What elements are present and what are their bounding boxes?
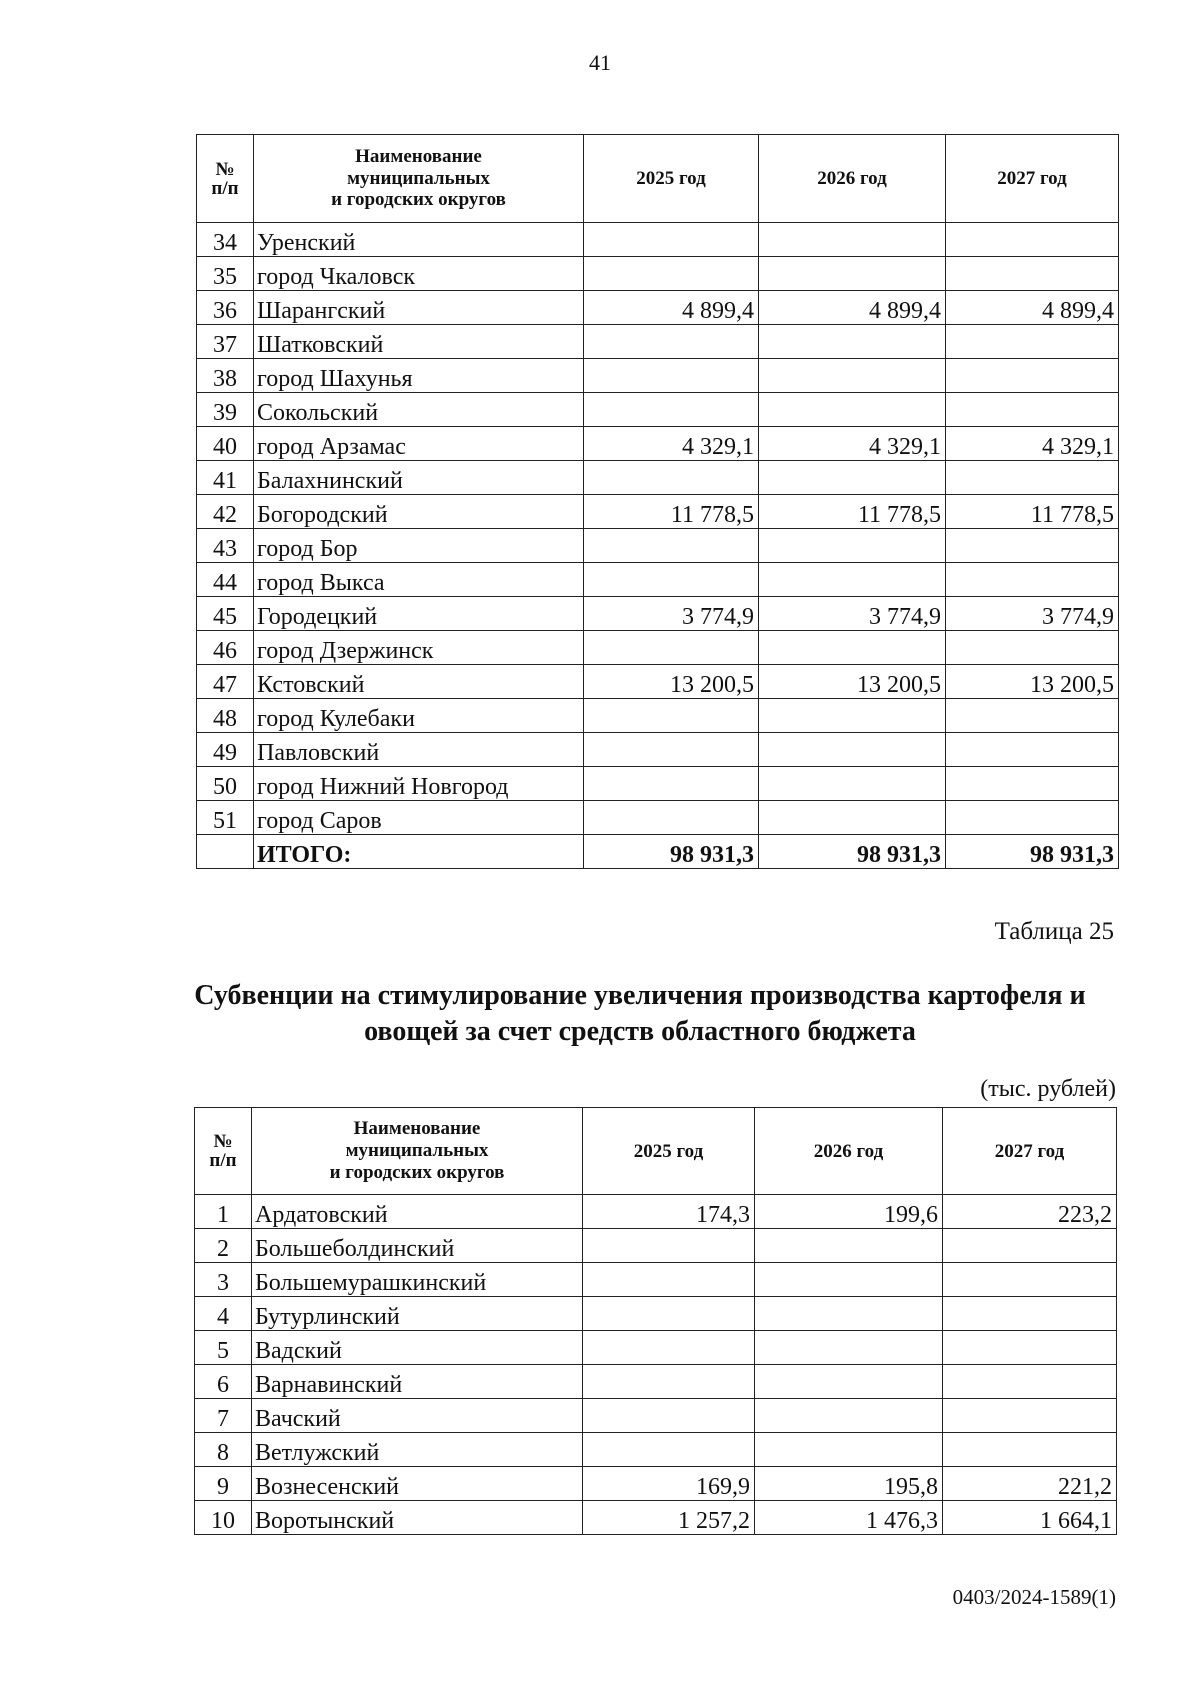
value-2025: [584, 223, 759, 257]
district-name: город Саров: [254, 801, 584, 835]
value-2027: [943, 1365, 1117, 1399]
value-2025: 174,3: [583, 1195, 755, 1229]
column-header-2027: 2027 год: [946, 135, 1119, 223]
district-name: город Дзержинск: [254, 631, 584, 665]
column-header-number: № п/п: [195, 1108, 252, 1195]
district-name: Богородский: [254, 495, 584, 529]
value-2025: [584, 767, 759, 801]
value-2026: [759, 257, 946, 291]
table-header-row: [195, 1108, 1117, 1195]
table-row: [197, 665, 1119, 699]
total-row: [197, 835, 1119, 869]
district-name: Бутурлинский: [252, 1297, 583, 1331]
value-2025: 4 329,1: [584, 427, 759, 461]
row-number: 41: [197, 461, 254, 495]
row-number: 49: [197, 733, 254, 767]
value-2027: 4 899,4: [946, 291, 1119, 325]
value-2026: [755, 1399, 943, 1433]
district-name: Вачский: [252, 1399, 583, 1433]
value-2026: [759, 563, 946, 597]
row-number: 43: [197, 529, 254, 563]
value-2025: [583, 1297, 755, 1331]
table-row: [197, 733, 1119, 767]
value-2026: [755, 1331, 943, 1365]
table-row: [195, 1365, 1117, 1399]
value-2027: [946, 257, 1119, 291]
value-2025: [584, 461, 759, 495]
district-name: Шарангский: [254, 291, 584, 325]
row-number: 35: [197, 257, 254, 291]
document-code: 0403/2024-1589(1): [952, 1585, 1116, 1609]
value-2025: [583, 1331, 755, 1365]
value-2025: 13 200,5: [584, 665, 759, 699]
row-number: 40: [197, 427, 254, 461]
row-number: 2: [195, 1229, 252, 1263]
value-2027: 1 664,1: [943, 1501, 1117, 1535]
value-2026: [759, 393, 946, 427]
total-number-cell: [197, 835, 254, 869]
district-name: Воротынский: [252, 1501, 583, 1535]
value-2026: 11 778,5: [759, 495, 946, 529]
district-name: город Нижний Новгород: [254, 767, 584, 801]
value-2027: [946, 767, 1119, 801]
district-name: город Кулебаки: [254, 699, 584, 733]
table-row: [197, 393, 1119, 427]
value-2027: [943, 1229, 1117, 1263]
value-2027: [946, 529, 1119, 563]
value-2026: [759, 529, 946, 563]
column-header-2025: 2025 год: [584, 135, 759, 223]
value-2025: 169,9: [583, 1467, 755, 1501]
total-2026: 98 931,3: [759, 835, 946, 869]
value-2025: [584, 801, 759, 835]
district-name: Вадский: [252, 1331, 583, 1365]
value-2027: 221,2: [943, 1467, 1117, 1501]
table-row: [195, 1399, 1117, 1433]
row-number: 6: [195, 1365, 252, 1399]
district-name: Шатковский: [254, 325, 584, 359]
column-header-name: Наименование муниципальных и городских округов: [254, 135, 584, 223]
row-number: 37: [197, 325, 254, 359]
total-2025: 98 931,3: [584, 835, 759, 869]
row-number: 44: [197, 563, 254, 597]
value-2027: [943, 1331, 1117, 1365]
row-number: 8: [195, 1433, 252, 1467]
value-2026: [755, 1297, 943, 1331]
value-2027: [943, 1263, 1117, 1297]
value-2026: [759, 325, 946, 359]
value-2025: [584, 631, 759, 665]
district-name: Сокольский: [254, 393, 584, 427]
value-2027: [943, 1297, 1117, 1331]
subvention-table: [194, 1107, 1117, 1535]
value-2026: 1 476,3: [755, 1501, 943, 1535]
value-2026: [755, 1365, 943, 1399]
table-row: [197, 767, 1119, 801]
table-row: [195, 1263, 1117, 1297]
table-row: [195, 1433, 1117, 1467]
row-number: 4: [195, 1297, 252, 1331]
table-header-row: [197, 135, 1119, 223]
value-2027: [946, 223, 1119, 257]
value-2026: [759, 801, 946, 835]
value-2025: [584, 699, 759, 733]
row-number: 5: [195, 1331, 252, 1365]
table-row: [195, 1229, 1117, 1263]
value-2026: [759, 733, 946, 767]
row-number: 48: [197, 699, 254, 733]
value-2026: [759, 631, 946, 665]
value-2025: 11 778,5: [584, 495, 759, 529]
value-2026: [755, 1433, 943, 1467]
district-name: Павловский: [254, 733, 584, 767]
value-2027: [946, 733, 1119, 767]
allocation-table-continued: [196, 134, 1119, 869]
table-body: [195, 1195, 1117, 1535]
table-row: [197, 529, 1119, 563]
table-title: Субвенции на стимулирование увеличения производства картофеля и овощей за счет средств областного бюджета: [194, 980, 1086, 1048]
row-number: 46: [197, 631, 254, 665]
district-name: Большеболдинский: [252, 1229, 583, 1263]
row-number: 9: [195, 1467, 252, 1501]
value-2026: [755, 1229, 943, 1263]
value-2027: 3 774,9: [946, 597, 1119, 631]
page-number: 41: [589, 50, 611, 75]
table-row: [197, 257, 1119, 291]
value-2026: [755, 1263, 943, 1297]
value-2026: [759, 223, 946, 257]
district-name: город Чкаловск: [254, 257, 584, 291]
table-row: [197, 291, 1119, 325]
row-number: 34: [197, 223, 254, 257]
value-2025: [584, 563, 759, 597]
table-row: [197, 699, 1119, 733]
value-2027: 223,2: [943, 1195, 1117, 1229]
row-number: 51: [197, 801, 254, 835]
units-note: (тыс. рублей): [980, 1076, 1116, 1102]
value-2026: [759, 359, 946, 393]
row-number: 36: [197, 291, 254, 325]
table-label: Таблица 25: [994, 918, 1114, 945]
value-2027: [943, 1433, 1117, 1467]
value-2027: [946, 801, 1119, 835]
value-2026: [759, 461, 946, 495]
value-2027: 13 200,5: [946, 665, 1119, 699]
value-2025: [584, 257, 759, 291]
value-2025: 4 899,4: [584, 291, 759, 325]
value-2025: [583, 1263, 755, 1297]
column-header-name: Наименование муниципальных и городских округов: [252, 1108, 583, 1195]
value-2025: [583, 1399, 755, 1433]
value-2026: 4 329,1: [759, 427, 946, 461]
district-name: Балахнинский: [254, 461, 584, 495]
row-number: 7: [195, 1399, 252, 1433]
value-2026: [759, 767, 946, 801]
table-row: [197, 325, 1119, 359]
district-name: Ардатовский: [252, 1195, 583, 1229]
row-number: 42: [197, 495, 254, 529]
district-name: Ветлужский: [252, 1433, 583, 1467]
value-2027: [946, 359, 1119, 393]
column-header-number: № п/п: [197, 135, 254, 223]
column-header-2025: 2025 год: [583, 1108, 755, 1195]
row-number: 50: [197, 767, 254, 801]
value-2026: 199,6: [755, 1195, 943, 1229]
total-label: ИТОГО:: [254, 835, 584, 869]
column-header-2027: 2027 год: [943, 1108, 1117, 1195]
value-2027: 11 778,5: [946, 495, 1119, 529]
value-2025: [584, 529, 759, 563]
district-name: город Шахунья: [254, 359, 584, 393]
value-2027: [946, 563, 1119, 597]
district-name: Варнавинский: [252, 1365, 583, 1399]
value-2025: [584, 393, 759, 427]
table-row: [195, 1195, 1117, 1229]
district-name: город Арзамас: [254, 427, 584, 461]
value-2027: [943, 1399, 1117, 1433]
value-2026: 3 774,9: [759, 597, 946, 631]
row-number: 38: [197, 359, 254, 393]
district-name: Большемурашкинский: [252, 1263, 583, 1297]
value-2025: [584, 359, 759, 393]
value-2026: 195,8: [755, 1467, 943, 1501]
total-2027: 98 931,3: [946, 835, 1119, 869]
value-2026: [759, 699, 946, 733]
table-row: [197, 597, 1119, 631]
value-2027: [946, 325, 1119, 359]
value-2025: 3 774,9: [584, 597, 759, 631]
table-row: [195, 1297, 1117, 1331]
value-2025: [584, 733, 759, 767]
table-body: [197, 223, 1119, 869]
row-number: 10: [195, 1501, 252, 1535]
value-2027: 4 329,1: [946, 427, 1119, 461]
value-2027: [946, 631, 1119, 665]
value-2025: [583, 1433, 755, 1467]
table-row: [197, 495, 1119, 529]
value-2026: 13 200,5: [759, 665, 946, 699]
table-row: [195, 1467, 1117, 1501]
table-row: [195, 1331, 1117, 1365]
district-name: Вознесенский: [252, 1467, 583, 1501]
column-header-2026: 2026 год: [755, 1108, 943, 1195]
table-row: [197, 631, 1119, 665]
value-2027: [946, 699, 1119, 733]
value-2027: [946, 461, 1119, 495]
table-row: [197, 359, 1119, 393]
row-number: 39: [197, 393, 254, 427]
value-2027: [946, 393, 1119, 427]
district-name: город Бор: [254, 529, 584, 563]
table-row: [197, 563, 1119, 597]
value-2025: 1 257,2: [583, 1501, 755, 1535]
value-2025: [584, 325, 759, 359]
row-number: 3: [195, 1263, 252, 1297]
value-2026: 4 899,4: [759, 291, 946, 325]
row-number: 1: [195, 1195, 252, 1229]
value-2025: [583, 1365, 755, 1399]
district-name: Уренский: [254, 223, 584, 257]
table-row: [197, 427, 1119, 461]
row-number: 47: [197, 665, 254, 699]
table-row: [197, 461, 1119, 495]
table-row: [197, 801, 1119, 835]
column-header-2026: 2026 год: [759, 135, 946, 223]
table-row: [197, 223, 1119, 257]
row-number: 45: [197, 597, 254, 631]
district-name: Городецкий: [254, 597, 584, 631]
district-name: город Выкса: [254, 563, 584, 597]
table-row: [195, 1501, 1117, 1535]
value-2025: [583, 1229, 755, 1263]
district-name: Кстовский: [254, 665, 584, 699]
